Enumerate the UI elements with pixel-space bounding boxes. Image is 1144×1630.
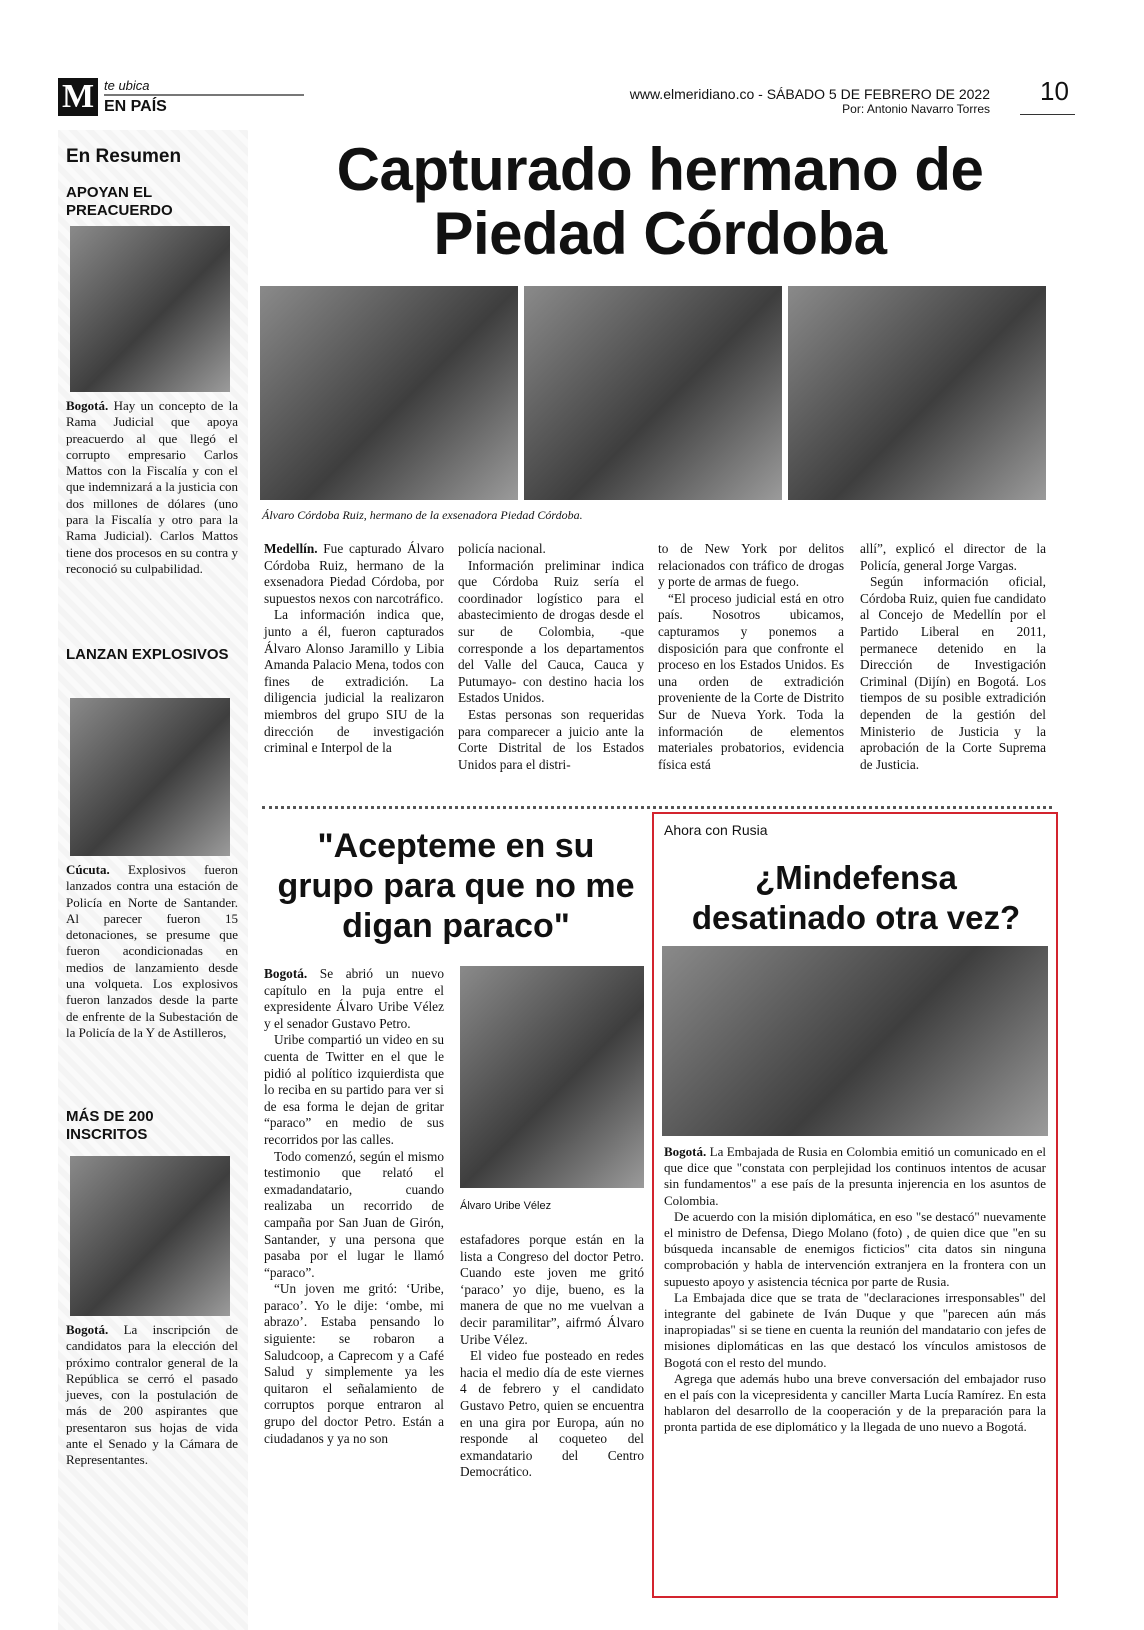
uribe-photo [460, 966, 644, 1188]
uribe-headline: "Acepteme en su grupo para que no me digan paraco" [277, 827, 635, 945]
header-divider [104, 94, 304, 96]
police-detention-photo [70, 226, 230, 392]
sidebar-heading-1: APOYAN EL PREACUERDO [66, 184, 173, 219]
diego-molano-photo [662, 946, 1048, 1136]
page-number-underline [1020, 114, 1075, 115]
uribe-photo-caption: Álvaro Uribe Vélez [460, 1200, 552, 1212]
speaker-photo [70, 1156, 230, 1316]
sidebar-heading-2: LANZAN EXPLOSIVOS [66, 646, 229, 663]
section-name: EN PAÍS [104, 98, 167, 115]
alvaro-cordoba-portrait [260, 286, 518, 500]
police-arrest-photo [524, 286, 782, 500]
main-photo-caption: Álvaro Córdoba Ruiz, hermano de la exsenadora Piedad Córdoba. [262, 508, 583, 522]
sidebar-item-2-text: Cúcuta. Explosivos fueron lanzados contra una estación de Policía en Norte de Santander. Al parecer fueron 15 detonaciones, se presume que fueron acondicionadas en medios de lanzamiento desde una volqueta. Los explosivos fueron lanzados desde la parte de enfrente de la Subestación de la Policía de la Y de Astilleros, [66, 862, 238, 1040]
author-byline: Por: Antonio Navarro Torres [842, 102, 990, 116]
site-and-date: www.elmeridiano.co - SÁBADO 5 DE FEBRERO DE 2022 [629, 86, 990, 102]
piedad-cordoba-photo [788, 286, 1046, 500]
main-headline: Capturado hermano de Piedad Córdoba [336, 136, 984, 267]
rusia-kicker: Ahora con Rusia [664, 822, 768, 838]
rusia-headline: ¿Mindefensa desatinado otra vez? [691, 859, 1021, 936]
explosion-site-photo [70, 698, 230, 856]
newspaper-logo: M [58, 78, 98, 116]
main-story-column-1: Medellín. Fue capturado Álvaro Córdoba Ruiz, hermano de la exsenadora Piedad Córdoba, por supuestos nexos con narcotráfico. La información indica que, junto a él, fueron capturados Álvaro Alonso Jaramillo y Libia Amanda Palacio Mena, todos con fines de extradición. La diligencia judicial la realizaron miembros del grupo SIU de la dirección de investigación criminal e Interpol de la [264, 541, 444, 756]
sidebar-item-3-text: Bogotá. La inscripción de candidatos para la elección del próximo contralor general de la República se cerró el pasado jueves, con la postulación de más de 200 aspirantes que presentaron sus hojas de vida ante el Senado y la Cámara de Representantes. [66, 1322, 239, 1468]
section-divider [262, 806, 1052, 809]
page-number: 10 [1040, 76, 1069, 106]
uribe-story-column-2: estafadores porque están en la lista a Congreso del doctor Petro. Cuando este joven me gritó ‘paraco’ yo dije, bueno, es la manera de que no me vuelvan a decir paramilitar”, aifrmó Álvaro Uribe Vélez. El video fue posteado en redes hacia el medio día de este viernes 4 de febrero y el candidato Gustavo Petro, quien se encuentra en una gira por Europa, aún no responde al coqueteo del exmandatario del Centro Democrático. [460, 1232, 644, 1480]
sidebar-title: En Resumen [66, 146, 182, 167]
main-story-column-4: allí”, explicó el director de la Policía, general Jorge Vargas. Según información oficial, Córdoba Ruiz, quien fue candidato al Concejo de Medellín por el Partido Liberal en 2011, permanece detenido en la Dirección de Investigación Criminal (Dijín) en Bogotá. Los tiempos de su posible extradición dependen de la gestión del Ministerio de Justicia y la aprobación de la Corte Suprema de Justicia. [860, 541, 1046, 772]
uribe-story-column-1: Bogotá. Se abrió un nuevo capítulo en la puja entre el expresidente Álvaro Uribe Vélez y el senador Gustavo Petro. Uribe compartió un video en su cuenta de Twitter en el que le pidió al político izquierdista que lo reciba en su partido para ver si de esa forma le dejan de gritar “paraco” en medio de sus recorridos por las calles. Todo comenzó, según el mismo testimonio que relató el exmadandatario, cuando realizaba un recorrido de campaña por San Juan de Girón, Santander, y una persona que pasaba por el lugar le llamó “paraco”. “Un joven me gritó: ‘Uribe, paraco’. Yo le dije: ‘ombe, mi abrazo’. Estaba pensando lo siguiente: se robaron a Saludcoop, a Caprecom y a Café Salud y simplemente ya les quitaron el señalamiento de corruptos porque entraron al grupo del doctor Petro. Están a ciudadanos y ya no son [264, 966, 444, 1446]
section-tagline: te ubica [104, 78, 150, 93]
main-story-column-2: policía nacional. Información preliminar indica que Córdoba Ruiz sería el coordinador logístico para el abastecimiento de drogas desde el sur de Colombia, -que corresponde a los departamentos del Valle del Cauca, Cauca y Putumayo- con destino hacia los Estados Unidos. Estas personas son requeridas para comparecer a juicio ante la Corte Distrital de los Estados Unidos para el distri- [458, 541, 644, 772]
rusia-story-body: Bogotá. La Embajada de Rusia en Colombia emitió un comunicado en el que dice que "constata con perplejidad los continuos intentos de acusar sin fundamentos" a ese país de la presunta injerencia en los asuntos de Colombia. De acuerdo con la misión diplomática, en eso "se destacó" nuevamente el ministro de Defensa, Diego Molano (foto) , de quien dice que "en su búsqueda incansable de enemigos ficticios" cita datos sin ninguna comprobación y habla de intervención extranjera en la frontera con un supuesto apoyo y asistencia técnica por parte de Rusia. La Embajada dice que se trata de "declaraciones irresponsables" del integrante del gabinete de Iván Duque y que "parecen aún más inapropiadas" si se tiene en cuenta la reunión del mandatario con jefes de misiones diplomáticas en las que destacó los vínculos amistosos de Bogotá con el resto del mundo. Agrega que además hubo una breve conversación del embajador ruso en el país con la vicepresidenta y canciller Marta Lucía Ramírez. En esta hablaron del desarrollo de la cooperación y de la preparación para la pronta partida de ese diplomático y la llegada de uno nuevo a Bogotá. [664, 1144, 1046, 1435]
main-story-column-3: to de New York por delitos relacionados con tráfico de drogas y porte de armas de fuego. “El proceso judicial está en otro país. Nosotros ubicamos, capturamos y ponemos a disposición para que confronte el proceso en los Estados Unidos. Es una orden de extradición proveniente de la Corte de Distrito Sur de Nueva York. Toda la información de elementos materiales probatorios, evidencia física está [658, 541, 844, 772]
sidebar-heading-3: MÁS DE 200 INSCRITOS [66, 1108, 154, 1143]
sidebar-item-1-text: Bogotá. Hay un concepto de la Rama Judicial que apoya preacuerdo al que llegó el corrupto empresario Carlos Mattos con la Fiscalía y con el que indemnizará a la justicia con dos millones de dólares (uno para la Fiscalía y otro para la Rama Judicial). Carlos Mattos tiene dos procesos en su contra y reconoció su culpabilidad. [66, 398, 239, 576]
